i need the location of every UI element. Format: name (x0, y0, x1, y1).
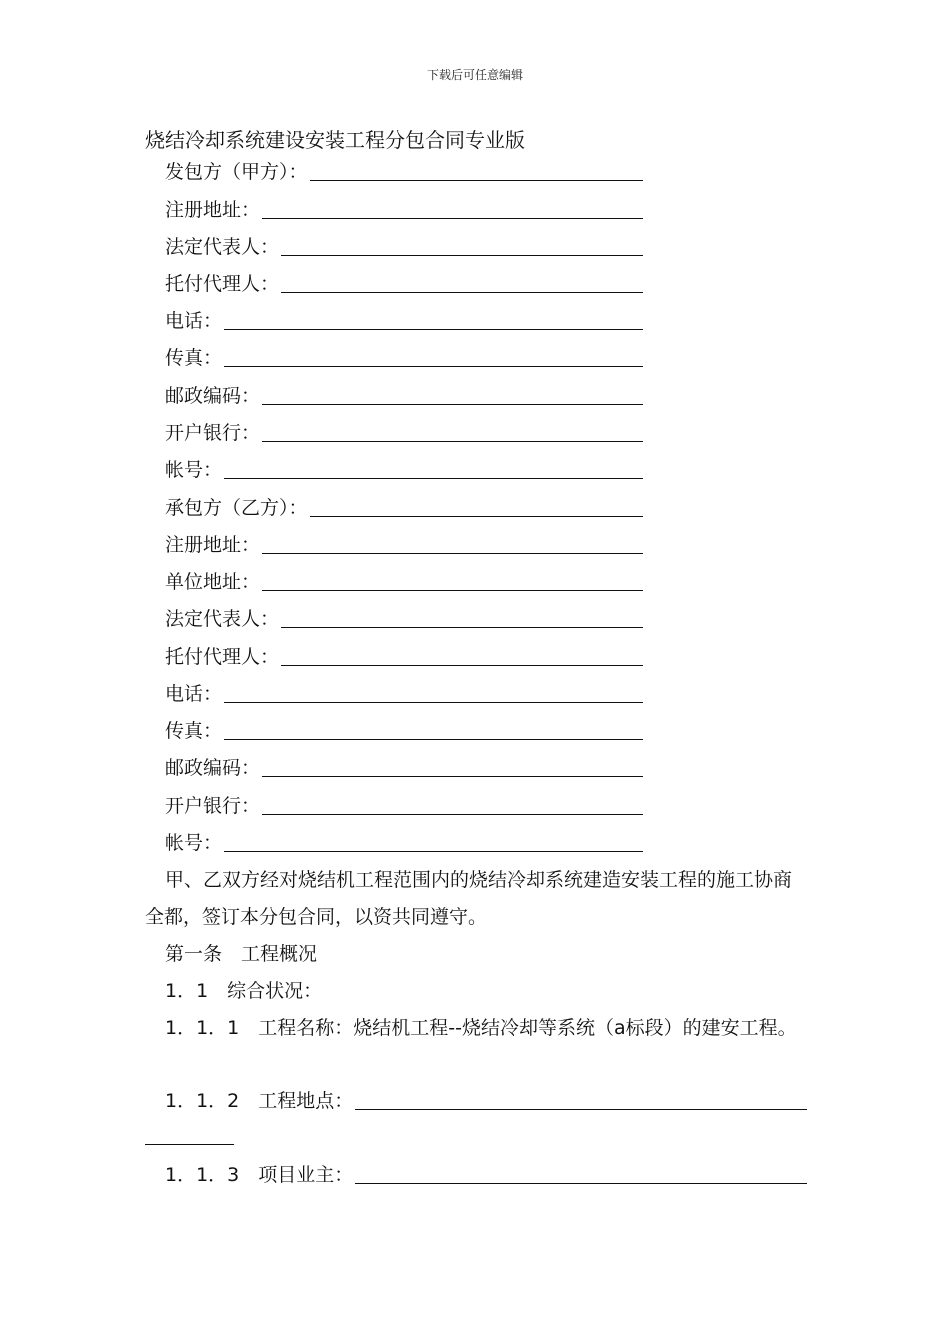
field-label: 托付代理人： (165, 646, 280, 668)
party-a-field[interactable] (165, 158, 643, 184)
article-1-heading: 第一条 工程概况 (165, 943, 318, 965)
party-b-legal-representative[interactable] (165, 605, 643, 631)
party-b-fax[interactable] (165, 717, 643, 743)
party-a-phone[interactable] (165, 307, 643, 333)
section-1-1: 1．1 综合状况： (165, 980, 323, 1002)
fill-line[interactable] (281, 255, 643, 256)
party-b-phone[interactable] (165, 680, 643, 706)
section-1-1-1: 1．1．1 工程名称：烧结机工程--烧结冷却等系统（a标段）的建安工程。 (165, 1017, 797, 1039)
field-label: 开户银行： (165, 795, 261, 817)
fill-line[interactable] (224, 366, 643, 367)
fill-line[interactable] (224, 739, 643, 740)
party-a-agent[interactable] (165, 270, 643, 296)
fill-line[interactable] (262, 814, 643, 815)
party-b-field[interactable] (165, 494, 643, 520)
fill-line[interactable] (224, 702, 643, 703)
field-label: 邮政编码： (165, 757, 261, 779)
party-a-fax[interactable] (165, 344, 643, 370)
party-b-registered-address[interactable] (165, 531, 643, 557)
party-a-account[interactable] (165, 456, 643, 482)
party-b-postcode[interactable] (165, 754, 643, 780)
party-b-bank[interactable] (165, 792, 643, 818)
fill-line[interactable] (262, 441, 643, 442)
fill-line[interactable] (262, 404, 643, 405)
field-label: 帐号： (165, 459, 223, 481)
field-label: 邮政编码： (165, 385, 261, 407)
field-label: 托付代理人： (165, 273, 280, 295)
fill-line[interactable] (310, 516, 643, 517)
party-a-legal-representative[interactable] (165, 233, 643, 259)
party-a-postcode[interactable] (165, 382, 643, 408)
field-label: 传真： (165, 347, 223, 369)
fill-line[interactable] (355, 1109, 807, 1110)
field-label: 传真： (165, 720, 223, 742)
field-label: 开户银行： (165, 422, 261, 444)
fill-line[interactable] (262, 776, 643, 777)
party-b-unit-address[interactable] (165, 568, 643, 594)
project-location-field[interactable] (165, 1087, 807, 1113)
fill-line[interactable] (281, 292, 643, 293)
party-b-agent[interactable] (165, 643, 643, 669)
field-label: 法定代表人： (165, 236, 280, 258)
project-owner-field[interactable] (165, 1161, 807, 1187)
field-label: 帐号： (165, 832, 223, 854)
document-title: 烧结冷却系统建设安装工程分包合同专业版 (145, 128, 525, 152)
fill-line[interactable] (281, 627, 643, 628)
field-label: 注册地址： (165, 199, 261, 221)
fill-line[interactable] (310, 180, 643, 181)
intro-paragraph: 甲、乙双方经对烧结机工程范围内的烧结冷却系统建造安装工程的施工协商全都，签订本分包合同，以资共同遵守。 (145, 869, 793, 928)
field-label: 1．1．3 项目业主： (165, 1164, 354, 1186)
fill-line[interactable] (281, 665, 643, 666)
fill-line[interactable] (262, 590, 643, 591)
fill-line[interactable] (224, 851, 643, 852)
party-a-registered-address[interactable] (165, 196, 643, 222)
party-b-account[interactable] (165, 829, 643, 855)
fill-line[interactable] (262, 218, 643, 219)
field-label: 注册地址： (165, 534, 261, 556)
fill-line[interactable] (355, 1183, 807, 1184)
page-header: 下载后可任意编辑 (426, 68, 523, 82)
field-label: 发包方（甲方）： (165, 161, 308, 183)
field-label: 法定代表人： (165, 608, 280, 630)
fill-line[interactable] (224, 329, 643, 330)
fill-line-continuation[interactable] (145, 1144, 234, 1145)
field-label: 单位地址： (165, 571, 261, 593)
fill-line[interactable] (224, 478, 643, 479)
party-a-bank[interactable] (165, 419, 643, 445)
field-label: 承包方（乙方）： (165, 497, 308, 519)
field-label: 电话： (165, 683, 223, 705)
field-label: 1．1．2 工程地点： (165, 1090, 354, 1112)
fill-line[interactable] (262, 553, 643, 554)
field-label: 电话： (165, 310, 223, 332)
